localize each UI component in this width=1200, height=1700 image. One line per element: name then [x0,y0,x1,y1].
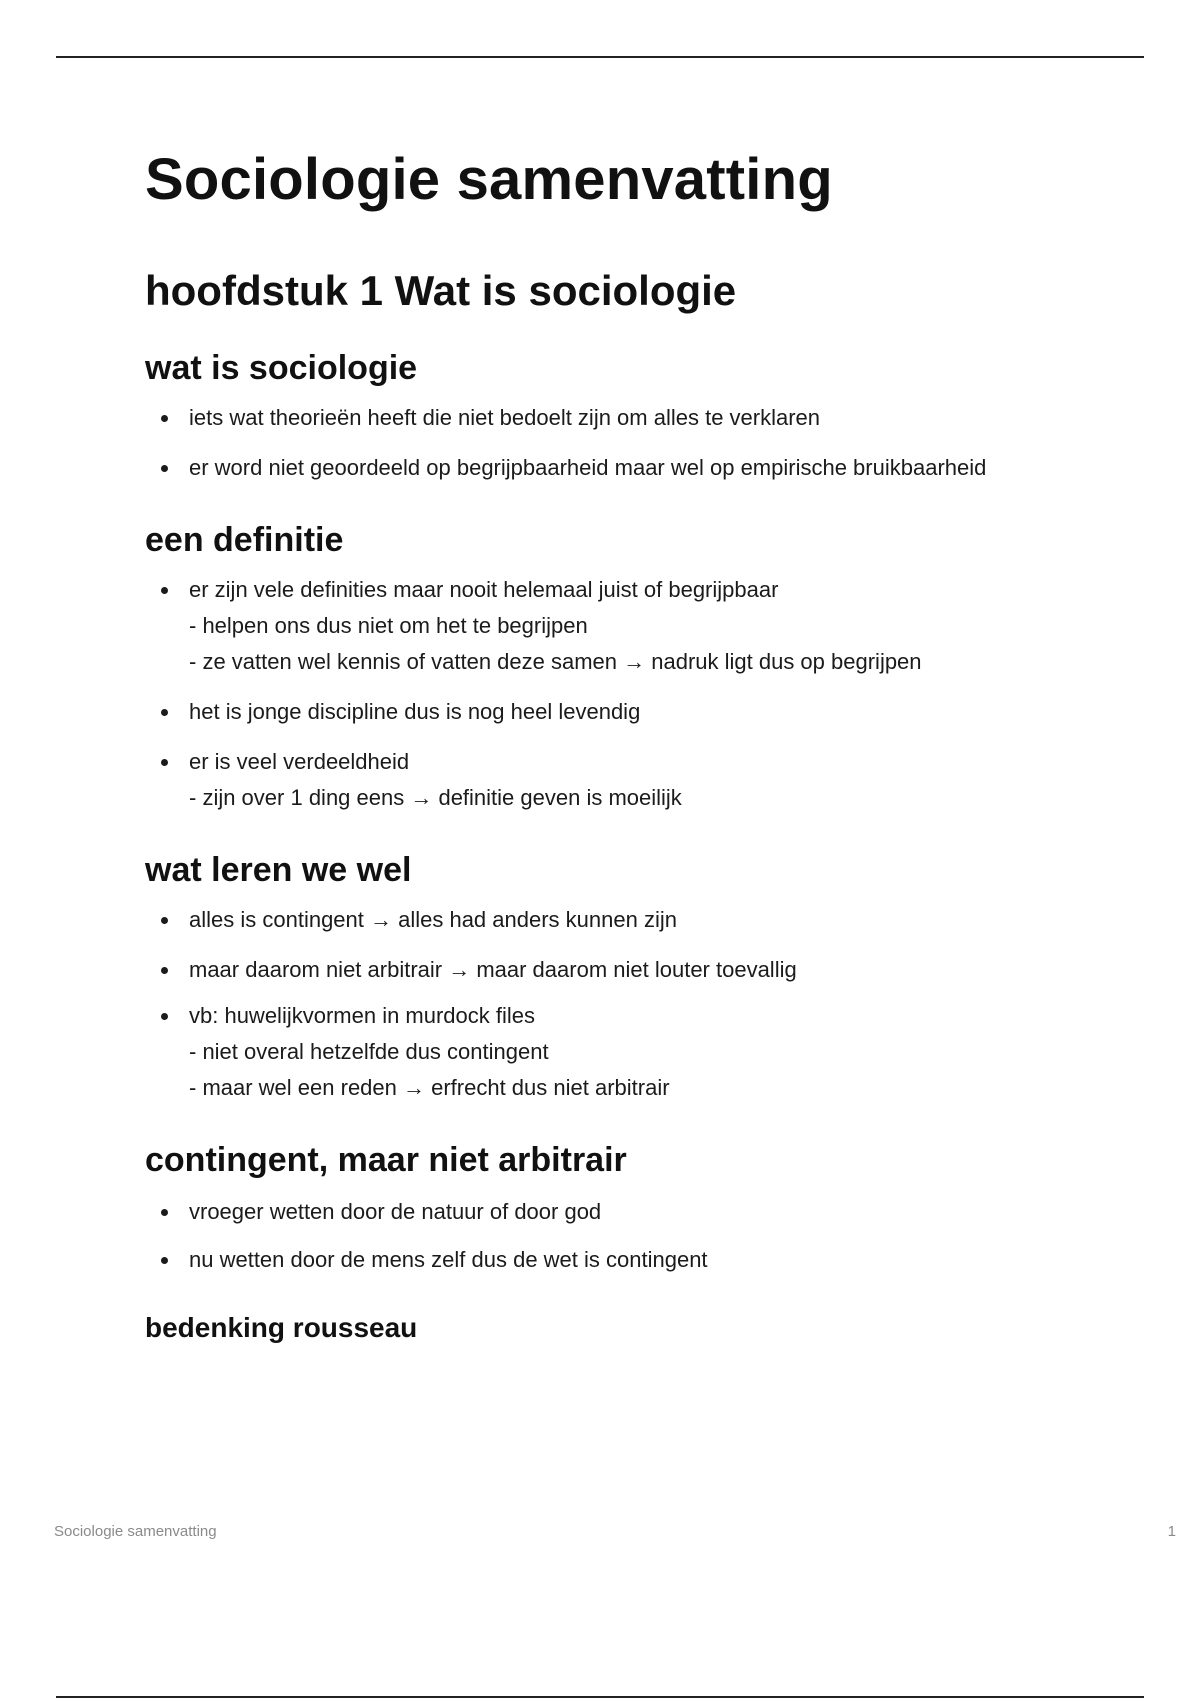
list-item-text: nu wetten door de mens zelf dus de wet is contingent [189,1247,708,1272]
bullet-icon [161,967,168,974]
list-item-text: maar daarom niet arbitrair → maar daarom niet louter toevallig [189,957,797,982]
chapter-heading: hoofdstuk 1 Wat is sociologie [145,267,737,314]
list-item [145,450,1085,486]
bullet-icon [161,415,168,422]
list-item-text: er word niet geoordeeld op begrijpbaarheid maar wel op empirische bruikbaarheid [189,455,987,480]
top-rule [56,56,1144,58]
section-heading: contingent, maar niet arbitrair [145,1141,627,1179]
list-item [145,1194,1085,1230]
bullet-list [145,1194,1085,1278]
list-item-text: vroeger wetten door de natuur of door god [189,1199,602,1224]
bottom-rule [56,1696,1144,1698]
subsection-heading: bedenking rousseau [145,1312,418,1343]
footer-document-title: Sociologie samenvatting [54,1523,217,1540]
sub-item-text: - ze vatten wel kennis of vatten deze samen → nadruk ligt dus op begrijpen [189,649,922,674]
bullet-icon [161,587,168,594]
footer-page-number: 1 [1167,1523,1176,1540]
section-heading: wat is sociologie [145,349,418,387]
sub-item-text: - maar wel een reden → erfrecht dus niet arbitrair [189,1075,670,1100]
list-item [145,902,1085,938]
list-item [145,744,1085,816]
bullet-icon [161,1209,168,1216]
section-heading: wat leren we wel [145,851,412,889]
sub-item-text: - niet overal hetzelfde dus contingent [189,1039,549,1064]
list-item [145,1242,1085,1278]
list-item-text: iets wat theorieën heeft die niet bedoelt zijn om alles te verklaren [189,405,821,430]
bullet-icon [161,759,168,766]
list-item-text: er zijn vele definities maar nooit helemaal juist of begrijpbaar [189,577,779,602]
list-item [145,572,1085,680]
bullet-list [145,400,1085,486]
list-item [145,998,1085,1106]
bullet-icon [161,709,168,716]
bullet-icon [161,1013,168,1020]
list-item-text: het is jonge discipline dus is nog heel levendig [189,699,641,724]
list-item-text: er is veel verdeeldheid [189,749,410,774]
bullet-icon [161,917,168,924]
sub-item-text: - helpen ons dus niet om het te begrijpen [189,613,588,638]
list-item-text: alles is contingent → alles had anders kunnen zijn [189,907,677,932]
bullet-icon [161,1257,168,1264]
list-item [145,694,1085,730]
list-item-text: vb: huwelijkvormen in murdock files [189,1003,536,1028]
document-title: Sociologie samenvatting [145,147,833,212]
bullet-list [145,572,1085,816]
section-heading: een definitie [145,521,344,559]
bullet-list [145,902,1085,1106]
document-body [145,138,1085,1346]
list-item [145,952,1085,988]
bullet-icon [161,465,168,472]
sub-item-text: - zijn over 1 ding eens → definitie geven is moeilijk [189,785,682,810]
list-item [145,400,1085,436]
